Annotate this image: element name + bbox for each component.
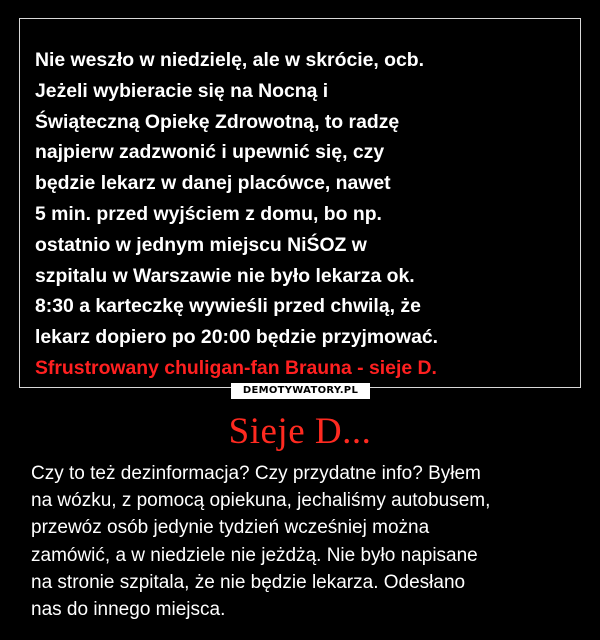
image-text-line-10: lekarz dopiero po 20:00 będzie przyjmować.: [35, 326, 439, 349]
description-line-2: na wózku, z pomocą opiekuna, jechaliśmy autobusem,: [31, 490, 491, 512]
image-text-line-1: Nie weszło w niedzielę, ale w skrócie, ocb.: [35, 49, 425, 71]
image-text-line-2: Jeżeli wybieracie się na Nocną i: [35, 79, 329, 102]
image-signature: Sfrustrowany chuligan-fan Brauna - sieje D.: [35, 356, 437, 379]
demotivator-description: [31, 460, 576, 623]
site-logo[interactable]: DEMOTYWATORY.PL: [231, 383, 370, 399]
description-line-5: na stronie szpitala, że nie będzie lekarza. Odesłano: [31, 571, 466, 593]
image-text-line-7: ostatnio w jednym miejscu NiŚOZ w: [35, 233, 367, 256]
image-text-line-5: będzie lekarz w danej placówce, nawet: [35, 172, 391, 195]
demotivator-title: Sieje D...: [228, 411, 372, 452]
image-frame[interactable]: [19, 18, 581, 388]
description-line-6: nas do innego miejsca.: [31, 599, 226, 621]
image-text-line-9: 8:30 a karteczkę wywieśli przed chwilą, że: [35, 295, 421, 318]
image-text-line-6: 5 min. przed wyjściem z domu, bo np.: [35, 202, 382, 225]
image-text-line-8: szpitalu w Warszawie nie było lekarza ok.: [35, 264, 415, 287]
image-text-line-4: najpierw zadzwonić i upewnić się, czy: [35, 141, 385, 164]
description-line-1: Czy to też dezinformacja? Czy przydatne info? Byłem: [31, 463, 481, 484]
description-line-3: przewóz osób jedynie tydzień wcześniej można: [31, 517, 430, 539]
image-text-line-3: Świąteczną Opiekę Zdrowotną, to radzę: [35, 110, 400, 133]
demotivator-image: [25, 24, 575, 382]
description-line-4: zamówić, a w niedziele nie jeżdżą. Nie było napisane: [31, 544, 478, 566]
